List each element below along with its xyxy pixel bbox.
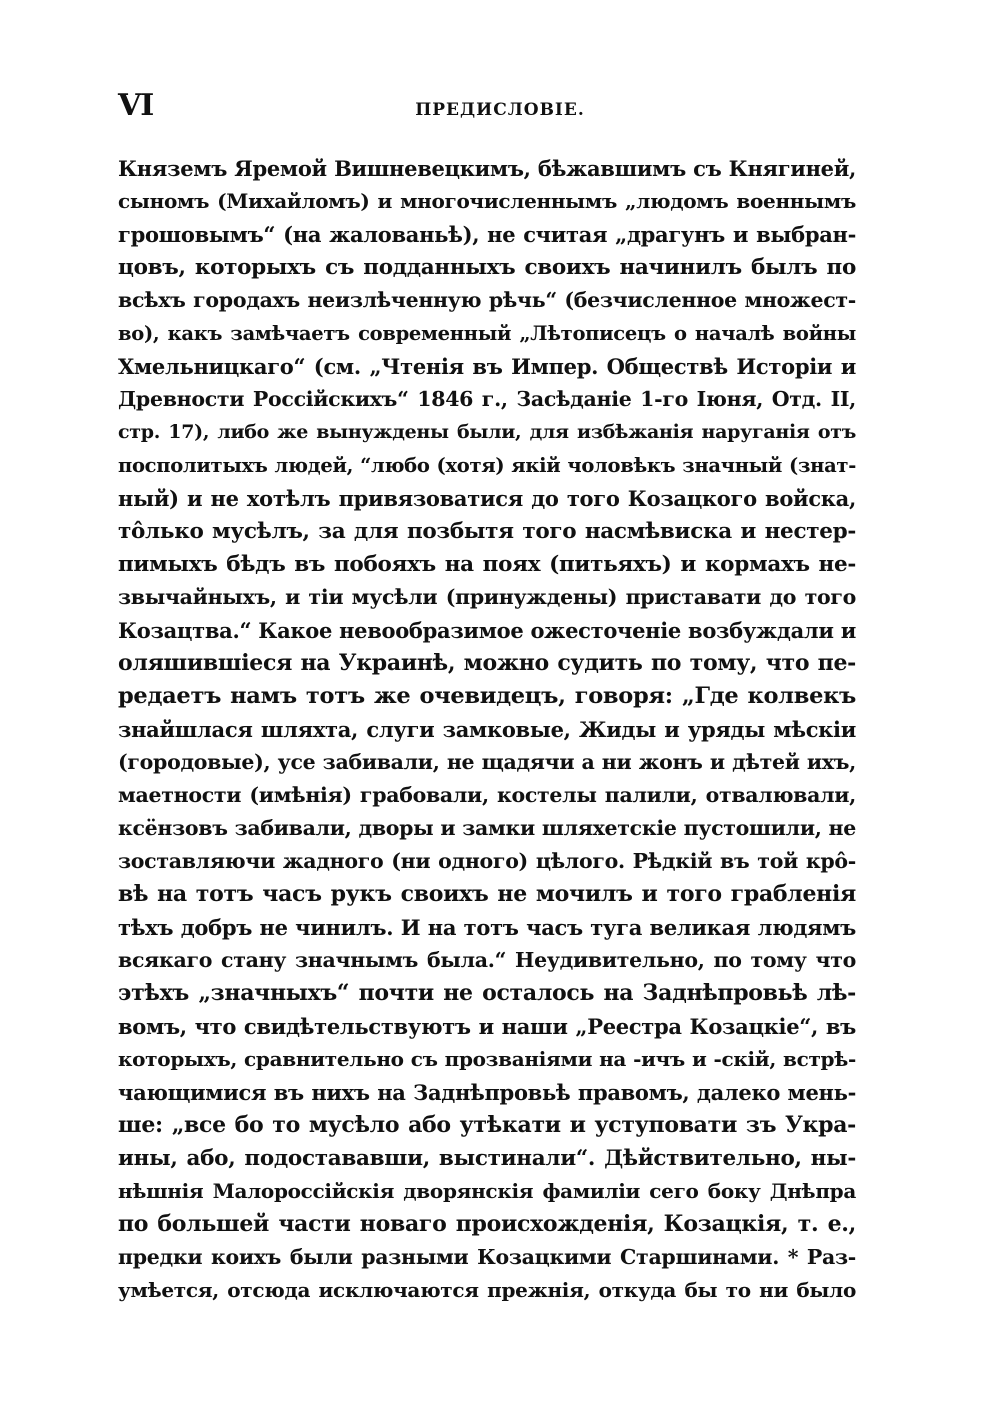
text-line: чающимися въ нихъ на Заднѣпровьѣ правомъ, далеко мень- bbox=[118, 1080, 856, 1105]
text-line: редаетъ намъ тотъ же очевидецъ, говоря: „Где колвекъ bbox=[118, 683, 856, 709]
text-line: сыномъ (Михайломъ) и многочисленнымъ „людомъ военнымъ bbox=[118, 189, 856, 213]
text-line: ксёнзовъ забивали, дворы и замки шляхетскіе пустошили, не bbox=[118, 816, 856, 840]
text-line: во), какъ замѣчаетъ современный „Лѣтописецъ о началѣ войны bbox=[118, 322, 856, 345]
text-line: знайшлася шляхта, слуги замковые, Жиды и уряды мѣскіи bbox=[118, 717, 856, 742]
text-line: (городовые), усе забивали, не щадячи а ни жонъ и дѣтей ихъ, bbox=[118, 750, 856, 774]
text-line: Древности Россійскихъ“ 1846 г., Засѣданіе 1-го Іюня, Отд. II, bbox=[118, 387, 856, 411]
text-line: которыхъ, сравнительно съ прозваніями на -ичъ и -скій, встрѣ- bbox=[118, 1047, 856, 1071]
text-line: тôлько мусѣлъ, за для позбытя того насмѣвиска и нестер- bbox=[118, 519, 856, 544]
text-line: маетности (имѣнія) грабовали, костелы палили, отвалювали, bbox=[118, 783, 856, 807]
text-line: стр. 17), либо же вынуждены были, для избѣжанія наруганія отъ bbox=[118, 421, 856, 443]
text-line: нѣшнія Малороссійскія дворянскія фамиліи сего боку Днѣпра bbox=[118, 1179, 856, 1203]
text-line: Хмельницкаго“ (см. „Чтенія въ Импер. Обществѣ Исторіи и bbox=[118, 354, 856, 379]
text-line: Козацтва.“ Какое невообразимое ожесточеніе возбуждали и bbox=[118, 618, 856, 643]
text-line: вомъ, что свидѣтельствуютъ и наши „Реестра Козацкіе“, въ bbox=[118, 1014, 856, 1039]
page-number: VI bbox=[118, 88, 154, 123]
text-line: всѣхъ городахъ неизлѣченную рѣчь“ (безчисленное множест- bbox=[118, 288, 856, 312]
text-line: вѣ на тотъ часъ рукъ своихъ не мочилъ и того грабленія bbox=[118, 881, 856, 907]
text-line: звычайныхъ, и тіи мусѣли (принуждены) приставати до того bbox=[118, 585, 856, 609]
body-text bbox=[118, 152, 856, 1307]
text-line: предки коихъ были разными Козацкими Старшинами. * Раз- bbox=[118, 1245, 856, 1269]
text-line: этѣхъ „значныхъ“ почти не осталось на Заднѣпровьѣ лѣ- bbox=[118, 980, 856, 1006]
text-line: всякаго стану значнымъ была.“ Неудивительно, по тому что bbox=[118, 948, 856, 972]
text-line: тѣхъ добръ не чинилъ. И на тотъ часъ туга великая людямъ bbox=[118, 915, 856, 940]
text-line: грошовымъ“ (на жалованьѣ), не считая „драгунъ и выбран- bbox=[118, 222, 856, 247]
text-line: пимыхъ бѣдъ въ побояхъ на поях (питьяхъ) и кормахъ не- bbox=[118, 552, 856, 577]
running-head: ПРЕДИСЛОВІЕ. bbox=[415, 100, 585, 120]
text-line: умѣется, отсюда исключаются прежнія, откуда бы то ни было bbox=[118, 1278, 856, 1302]
text-line: ины, або, подостававши, выстинали“. Дѣйствительно, ны- bbox=[118, 1146, 856, 1171]
text-line: посполитыхъ людей, “любо (хотя) якій чоловѣкъ значный (знат- bbox=[118, 454, 856, 477]
text-line: цовъ, которыхъ съ подданныхъ своихъ начинилъ былъ по bbox=[118, 255, 856, 280]
text-line: оляшившіеся на Украинѣ, можно судить по тому, что пе- bbox=[118, 650, 856, 676]
text-line: по большей части новаго происхожденія, Козацкія, т. е., bbox=[118, 1211, 856, 1237]
text-line: Княземъ Яремой Вишневецкимъ, бѣжавшимъ съ Княгиней, bbox=[118, 156, 856, 181]
text-line: зоставляючи жадного (ни одного) цѣлого. Рѣдкій въ той крô- bbox=[118, 849, 856, 873]
text-line: ше: „все бо то мусѣло або утѣкати и уступовати зъ Укра- bbox=[118, 1112, 856, 1138]
text-line: ный) и не хотѣлъ привязоватися до того Козацкого войска, bbox=[118, 486, 856, 511]
